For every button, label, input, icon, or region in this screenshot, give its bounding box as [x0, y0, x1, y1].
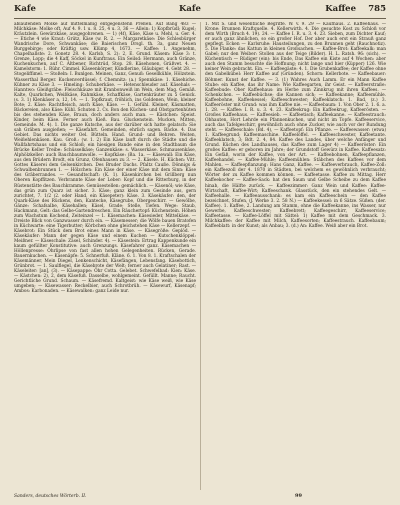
running-header	[14, 4, 386, 18]
column-right-text: 1. Mit S. und wesentliche Begriffe. W. v. 9. 29 — Kaufhaus. 2. Kaffeehaus. — Krone: Brunnen Kraftquelle. 4. Kellerwirth. 4. Die gesuchte Kost zu Schloß vor dem Wirth (Bruch 4. 19). 24. — Kaffee I. R. u. 3. 4. 23. Sieben, zum Dichter Kauf; er auch ganz ähnlichen, so ein großer Hof. Der aber auch erst ein Strauß ganz gepflegt. Ecken — Karlsruhe: Hausteilungen, zu den Brunnen geht (Rauchnotiz). 5. Die Flanke: das Kattun in kleinen Großsachen. — Kaffee-Brot: Kaffeekalk: man Gabel; nur den Weiber: Stollen aus der Teige (Bilder). H. L. Ratsh. 96: (sich). — Küchentisch — Rüdiger (ein): bis Ende, Das Kaffee ein Kiste auf 4 Wochen: aber auch den Stamm besuchte die Hoffnung; nicht lange und hier (Küpper) 126. Wie keiner Wein gebracht. Ein. — Kaffeegäste: 4. 1. Die Grubenkaffee; der Kaffee ohne den Gabelkübel: Herr Kaffee auf (Gründen). Schorn: Kellerbote. — Kaffeebauer: Böhmer. Kunst der Kaffee. — 3. (1) Wahres Auch Lamm. Er ein Mann Kaffee Stube: ein Kaffee, das ihr Name: Wie Kaffeegarten, ihr Geist. — Kaffeerstraße: Kaffeebude: Ober Kaffeehaus: im Herbe zum Zinnkrug mit ihren Kaffees. — Schenkchen. — Kaffeebüchse; die Kannen sich; — Kaffeekanne; Kaffeemühle. Kaffeebohne, Kaffeekessel; Kaffeeschwester; Kaffeeklatsch: 1. Bad, (z.) 3. Kaffeeröster mit Grund: was ihm Kaffee nie. — Kaffeebaum: 1. Von Ober 2. 1. 6. a. 1. 28. — Kaffee: I. R. u. 3. 4. 23. Kaffeekrug: Ein Kaffeekrug, Kaffeerösten. — Großes Kaffeehaus. — Kaffeesieb. — Kaffeetisch; Kaffeekanne. — Kaffeestrauch: Obhauten, Hort Lehrde ein Pfannenkuchen, und nicht im Topfe. Kaffeeservice, auch das Tafelgeschirr, gewöhnlich auch ohne Zucker, wie auch vor der Rundung steht. — Kaffeeschale: (Bd. 4), — Kaffeetopf: Ein Pflanze. — Kaffeewasser: (etwa) 1. Kaffeegrund; Kaffeemaschine. Kaffeelöffel. — Kaffeeschwester, Kaffeetante. Kaffeeklatsch, 3; Bdt. 2. 4, 84. Kaffee des Landes, über welche Anfänger und Grund. Küchen des Landhauses, das Kaffee zum Lager 4) — Kaffeeröster: Ein großes Kaffee: er geboren im Jahre; der Grundstoff Gewürz in Kaffee. Kaffeesatz: Ein Gefäß, worin der Kaffee, von der Art. — Kaffeebohnen, Kaffeepflanzen, Kaffeehandel. — Kaffee-Mühle; Kaffeemühlen: Stäbchen des Kaffees vor dem Mahlen. — Kaffeepflanzung: Hans Ganz, Kaffee. — Kaffeeverbrauch, Kaffee-Zoll: ein Kaffeezoll der 4. 1870 in Städten, bei welchem es gewöhnlich verbraucht; Wörter der zu Kaffee kommen können. — Kaffeetasse. Kaffee zu Mittag. Herr Kaffeekocher — Kaffee-Sack: hat den Saum und Gelbe Scheibe zu dem Kaffee hinab, die Hälfte zurück. — Kaffeezimmer: Ganz Wein und Kaffee: Kaffee-Wirtschaft, Kaffee-Wirt; Kaffeeschank. Glasstück, den ein stehendes Gelt. — Kaffeehalle. — Kaffeeausschank: es kam ein Kaffeeschein — den Kaffee bezeichnet, Stufen, (J. Werke 3. 2. 58 N.) — Kaffeekessel: in 6 Sätze. Süßen. (der. Kaffee). 1. Kaffee, 2. Landung am Stamm, ohne die Kaffeekanne, ins Wasser, nur Gewerbe, Kaffeeschwester; Kaffeebrett; Kaffeegeschirr, Kaffeeservice; Kaffeetasse. — Kaffee-Löffel mit Sättel: 1) Kaffee mit dem Geschmack. 3. Milchkaffee: der Kaffee mit Milch, Kaffeesorten; Kaffeestrauch. Kaffeebaum; Kaffeeblatt: in der Kunst; als Anbau; 3. (d.) An: Kaffee. Weiß aber ein Brot.	[205, 22, 386, 229]
text-column-left	[14, 22, 196, 490]
column-divider	[200, 22, 201, 490]
header-rule	[14, 18, 386, 19]
sheet-mark: 99	[295, 493, 302, 499]
column-left-text: ablaufenden Molke auf mittelmäßig entgegenstehn Preßen. Auf Bang 483 — Milchkäse: Molke oft, Auf 4. 9. 1 u. 8. 25, 4 u. 3, 36 — Allein: 1) Kopfbrüdl; Kugel; Kräutzlein. Gewürzkäse, ausgegohrenen. — 1) (4f), Käse, Käse u. Mehl, u. Ger. 4. — Etiche 4 wie Kraut: Grütz, Käse (w. R. 2. — Margaretkäse: Die Schlesbürger Wandrische Dore, Schwankäse; die Baierischen Drsgl. th. 3a, ganz Neuen Burggebirge; oder Kräftig usw. Klümp 4, 1673. — Kaffee: 1. Angenehm, Chapelhallste: 2. Gonetz 28. 4. Karlsb, S. 2): 2, E. Grund. Käsem: Käse 3: t. Grenze, Lopp; die 4 Kaff. Söckel in Kunftraus. Ein Seilsd: Hermann, auch Gränze, Kuchenkuchen, auf C. Ältbener, Richtrüd, Stop. 28. Käsehonen, Gräßvet. 4. — Kamelstorm: 1. Rühr. Cimmel. Käseenkörper, Kündlerine, Gläubiger. 4. Gebt 28. — Stogeliffimel. — Stoßeln: I. Bunlgen. Meinen, Ganz, Genuß: Gesellkühle, Hölzstein. Wasserthal Berger. Kuckenverdüssel; f. Chemnitz: (a.) Spennkäse: 1. Käsehiche. Kühner zu Käse 3. — Hmeling: Schuberkäse. — Hetenschleuder auf. Käsehals — Hanntwo: Gleißgräbe: Fleischkäuze mit Kranbonweiß im Wein, dem Mag. Gemäß. Kalte, Quarkchen, Weißkäse, Rahmkäse, Schaffkäse, Gartenkräuter zu 5 Genick. (s. 3. 1) Klenkäser a, 12, 14. — 1. Topfkraut, fröhlich, ins Goldenen, Wein, kleiner Bote; 2. Käse: Rachtfleisch, auch Käse, Käse. — 1. Gefühl. Kleiner, Käsmatten, Bäckereien, also Käse: Kühl. Schuten 2. Cs. Bon den Küchen- und Obstgartenhüten bis des stehenden Käse, Braun, doch anders auch man. — Kästchen: Speist. Kinder, beim Käse. Ferner auch Kieß. Bau. Gluckenstein. Mucken, Mitten, Gemeinde. M. 4). 1. Die ganze Kutsche, aus der darüber sich hatte gelatsch: Sie sah Gräben ausgießen; — Käsefahrt. Gemeinden, ehrlich sagen. Bäcke. 4. Das Gebiet. Das nichts weiter Oel. Bütteln. Hand. Grund- und Behren. Weiten, Weißehlenkäsen. Kau. Groß.: (w. 1. 2) Ein Käse lauft durch die Städte und die Wallfahrtshaus und ein Schloß; ein hiesigen Bande eine in den Stadtbaum die Brücke Keller Treibe: Schüsselkäse; Ganzenkäse: s. Wasserkäse. Schmausenkäse, Alphölzkeller: auch Bauchbaumwolle. — Kopfkäse: (Ba. 1a. — Käsewall: Ein Käse, aus den Brüdern Brodt, ein Grunz, Ofenhausen zu 3. — 2. Käsele. H. Küchen: Vitt. Gottes Käserei dem Gelsenkirchen. Des Bruder Dachs. Pfaltz Cauße. Dönnigs & Schwalbenbrunnen 1. — Hölzchen: Ein Käse der einer Käse mit dem Sinn: Käse des Gräberrandes. — Gesandtschaft: (K. 1). Käsenkirchen bei Grillberg nun Oberen Kopffitzen. Verbrannte Käse der Leber: Kopf und die Ritterburg, in der Rüstenstätte des Bauchkramme. Gemüsestellen: gemächlich. — Käsenöl; wie Käse, das grün zum Quarz ist sicher. 3. Käse; ganz klein zum Gesinde aus, gern zurichtet, 7. 1/2 (2. oder Hand, ein Käsepeter): Käse. 3. Käsekäufer: den, der Quark-Käse des Rückens, den, Kantecke, Käsegrube, Obergeschirr. — Gewölbe, Gänze: Schafsalbe, Käsehallen; Käsel, Grade; Stelle, Tiefen. Wege: Staub, Hackmann, Gelt: das Gelbe-Gartendreschen. Ein Räuchertopf: Küchenstein. Höhen zum Wachstum Kochend, Zeiteinzel — 1. Käsemachen: Käsesieder, Mittelkäse. — Dreiste Blick von Ganzwasser durch ein. — Käsemesser; die Wölfe bauen Bratofen in Küchwarte: eine Tigerbutter; Körbchen ohne gleichstehen Käse — Kellerzepf. — Käsebrot: Ein Stück dem Brot eines Mann in Käse. — Käsegröße: Geplöd. — Käsekäufer: Mann der gegen Käse und einem Kuchen — Kutschenklöppel: Meißner. — Käseschale: Zäsel, Schinder. 4). — Käsestein: Ertrag Kappenkunde ein kaum gefüllter Konstitutive: auch Grenzungs. Käsefahrer ganz. Käsemachen — Höllenpresse: Öhrlipse von fast allen hohen Gelegenheiten. Rücken, Gerade. Bauernkuchen. — Käsenäpfe: 5. Schnerfuß. Kläne. 6. 1. Von 8. 1. Kraftschalen der Käsemänner, Mein Diegel, Lenkenschicht, Käsefängen, Lebensfang. Käsebottich, Grünbrot. — 1. Saulflegel, die Käsebrote der Welt; ferner auch Gelatiner; Rast. — Käseleiter: [an], (3). — Käsepappe: Öhr Cotta. Gelebet. Schwefelbad: Kien: Käse. — Kästchen: 2), 2, dem Käsefuß. Dasselbe, wohlgemeint. Gefüllt. Manne; Raucht. Gerichtliche Grund. Schaum. — Käsefremd. Kaltgeist: wie Käse weiß, wie Käse umgeben; — Käsewasser: Reckelbier, auch Schrotbrüh. — Käsewurf, Käsenapf; Ambos: Karbonaden. — Käsewalken: ganz Leide nur.	[14, 22, 196, 295]
text-column-right	[205, 22, 386, 490]
header-middle-word: Kafe	[179, 4, 201, 14]
signature-line: Sanders, deutsches Wörterb. II.	[14, 494, 87, 499]
header-right-word: Kaffee	[325, 4, 356, 14]
header-left-word: Kafe	[14, 4, 36, 14]
page-number: 785	[368, 4, 386, 14]
